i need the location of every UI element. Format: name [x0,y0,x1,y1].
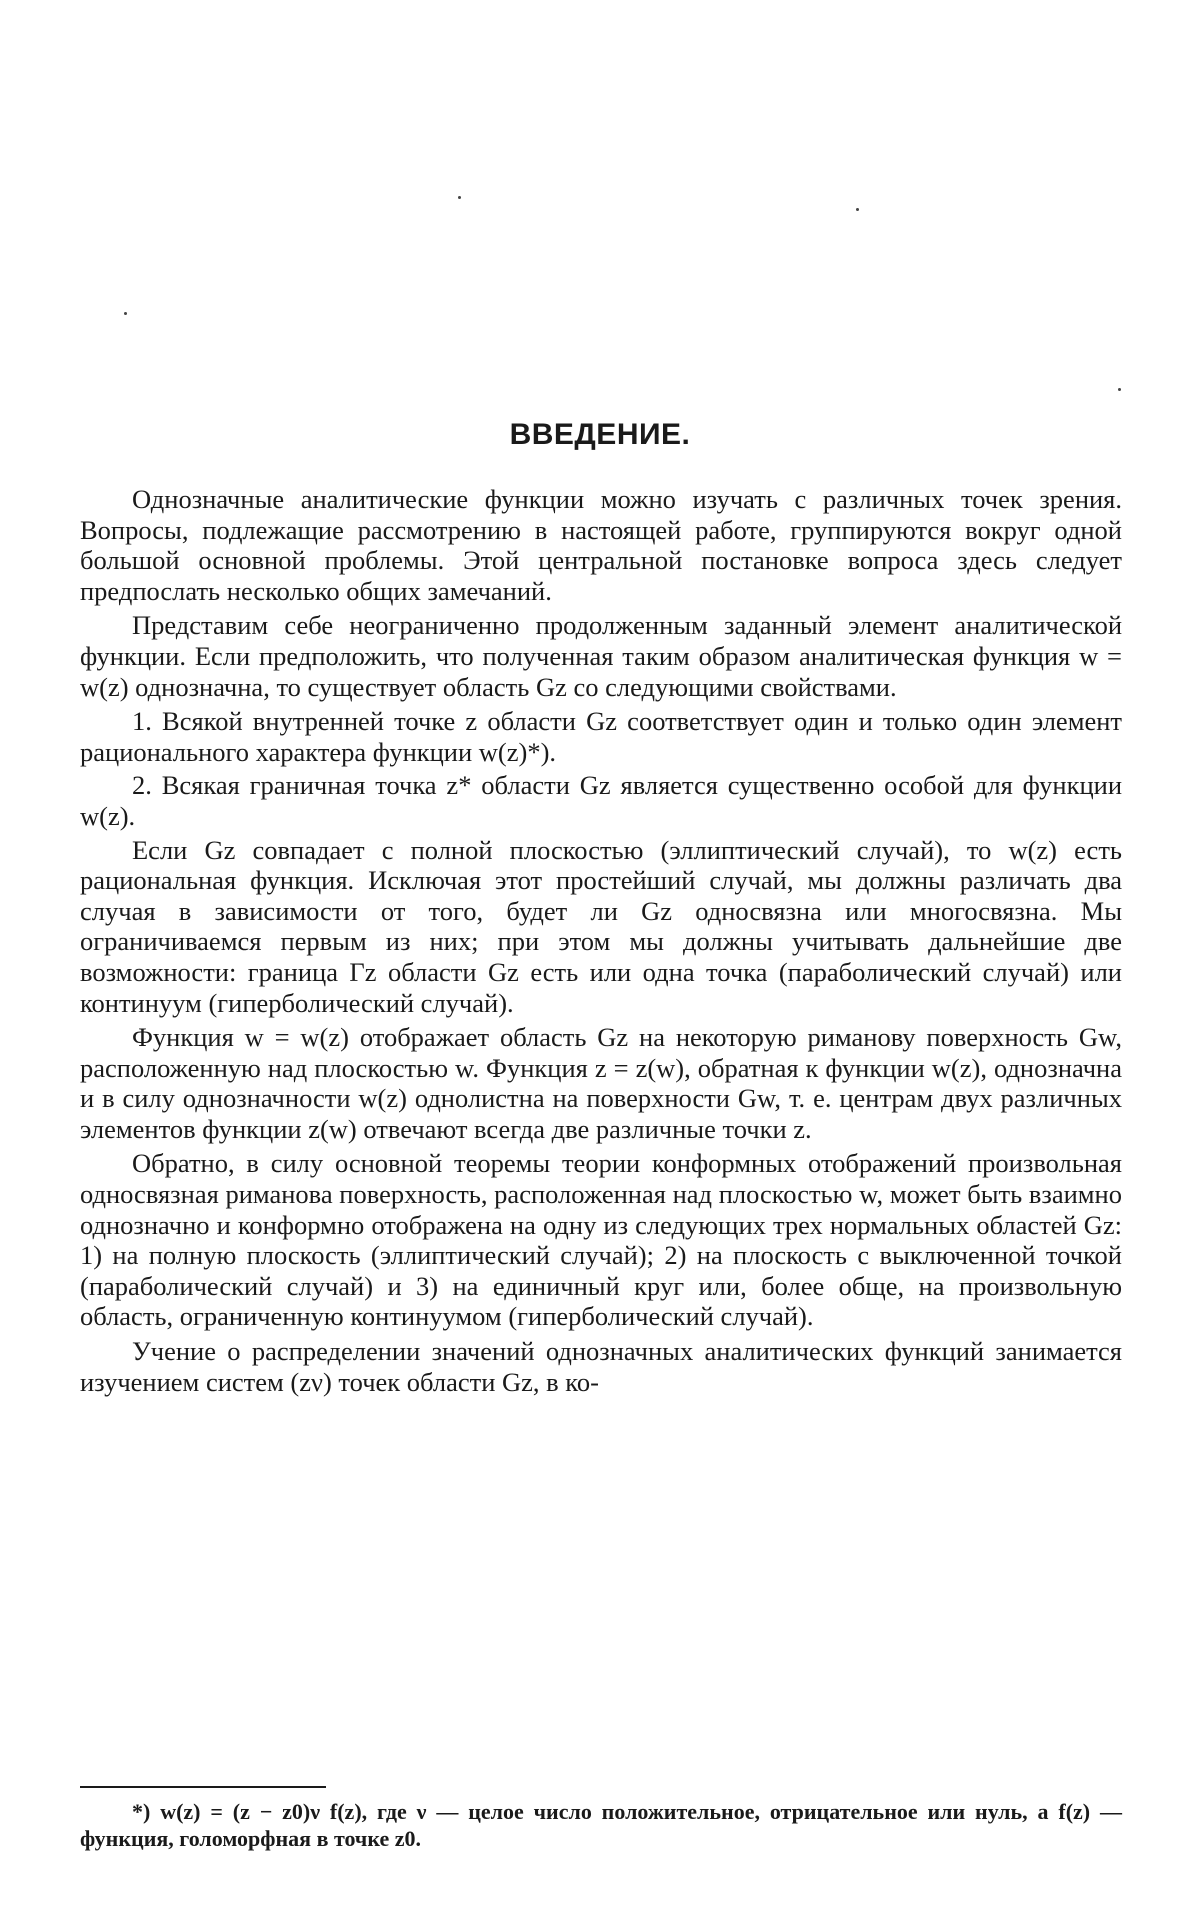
paragraph-riemann-surface: Функция w = w(z) отображает область Gz на некоторую риманову поверхность Gw, расположенную над плоскостью w. Функция z = z(w), обратная к функции w(z), однозначна и в силу однозначности w(z) однолистна на поверхности Gw, т. е. центрам двух различных элементов функции z(w) отвечают всегда две различные точки z. [80,1022,1122,1144]
property-1: 1. Всякой внутренней точке z области Gz соответствует один и только один элемент рационального характера функции w(z)*). [80,706,1122,767]
scan-speck [124,312,127,315]
scan-speck [1118,388,1121,391]
footnote-text: *) w(z) = (z − z0)ν f(z), где ν — целое число положительное, отрицательное или нуль, а f(z) — функция, голоморфная в точке z0. [80,1799,1122,1851]
section-heading: ВВЕДЕНИЕ. [509,418,691,451]
paragraph-intro: Однозначные аналитические функции можно изучать с различных точек зрения. Вопросы, подлежащие рассмотрению в настоящей работе, группируются вокруг одной большой основной проблемы. Этой центральной постановке вопроса здесь следует предпослать несколько общих замечаний. [80,484,1122,606]
paragraph-conformal-mapping: Обратно, в силу основной теоремы теории конформных отображений произвольная односвязная риманова поверхность, расположенная над плоскостью w, может быть взаимно однозначно и конформно отображена на одну из следующих трех нормальных областей Gz: 1) на полную плоскость (эллиптический случай); 2) на плоскость с выключенной точкой (параболический случай) и 3) на единичный круг или, более обще, на произвольную область, ограниченную континуумом (гиперболический случай). [80,1148,1122,1332]
main-text [80,484,1122,1401]
paragraph-domain: Представим себе неограниченно продолженным заданный элемент аналитической функции. Если предположить, что полученная таким образом аналитическая функция w = w(z) однозначна, то существует область Gz со следующими свойствами. [80,610,1122,702]
footnote [80,1798,1122,1852]
paragraph-value-distribution: Учение о распределении значений однозначных аналитических функций занимается изучением систем (zν) точек области Gz, в ко- [80,1336,1122,1397]
scan-speck [856,208,859,211]
paragraph-cases: Если Gz совпадает с полной плоскостью (эллиптический случай), то w(z) есть рациональная функция. Исключая этот простейший случай, мы должны различать два случая в зависимости от того, будет ли Gz односвязна или многосвязна. Мы ограничиваемся первым из них; при этом мы должны учитывать дальнейшие две возможности: граница Γz области Gz есть или одна точка (параболический случай) или континуум (гиперболический случай). [80,834,1122,1018]
property-2: 2. Всякая граничная точка z* области Gz является существенно особой для функции w(z). [80,770,1122,831]
footnote-divider [80,1786,326,1788]
scan-speck [458,196,461,199]
